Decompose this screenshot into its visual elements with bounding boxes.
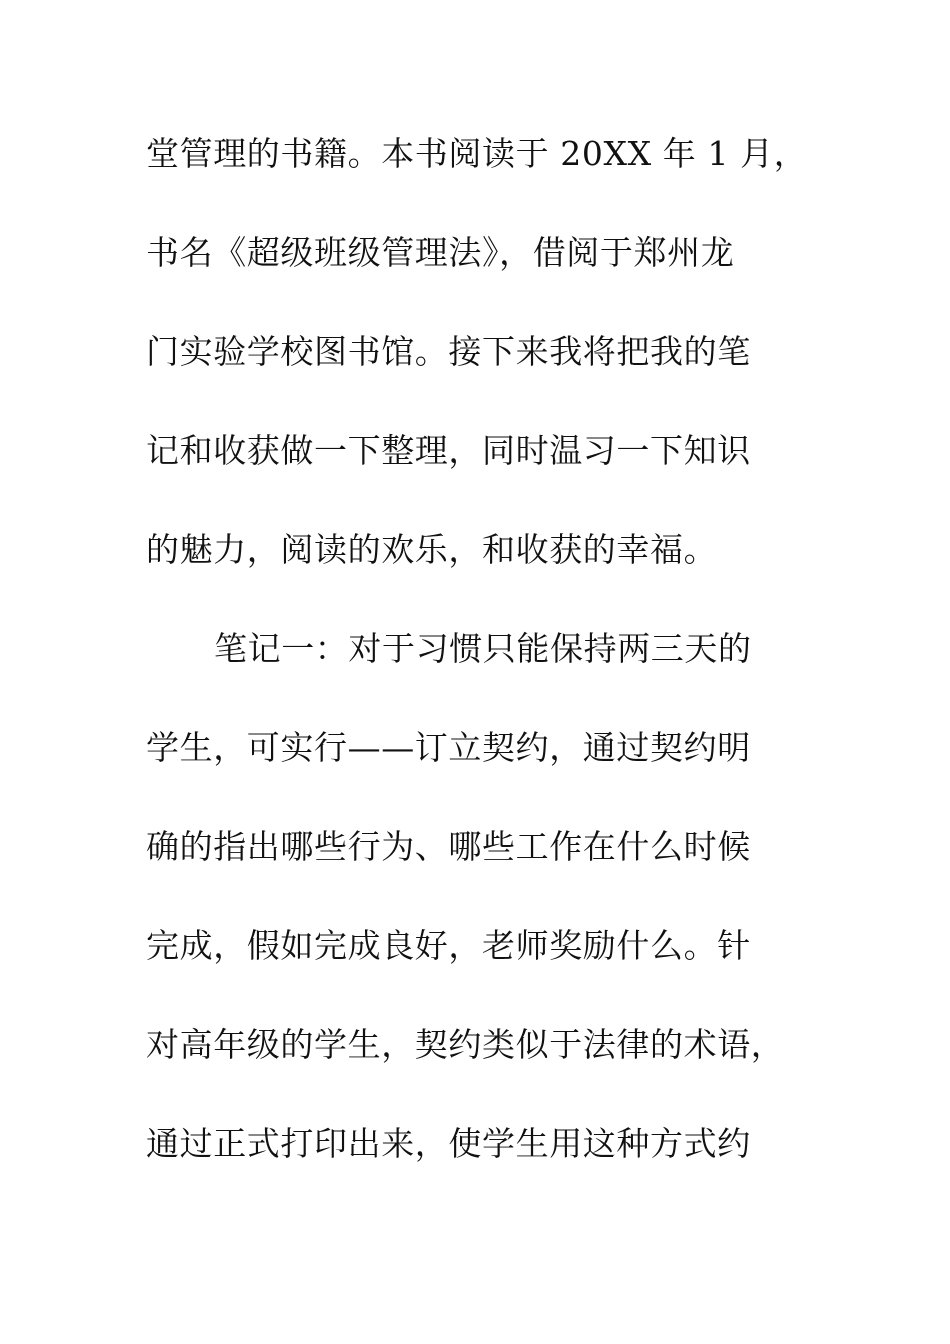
text-line: 学生，可实行——订立契约，通过契约明	[146, 728, 751, 767]
paragraph-start-line: 笔记一：对于习惯只能保持两三天的	[214, 629, 752, 668]
text-line: 确的指出哪些行为、哪些工作在什么时候	[146, 827, 751, 866]
text-line: 堂管理的书籍。本书阅读于 20XX 年 1 月，	[146, 134, 808, 173]
text-line: 书名《超级班级管理法》，借阅于郑州龙	[146, 233, 735, 272]
text-line: 通过正式打印出来，使学生用这种方式约	[146, 1124, 751, 1163]
text-line: 完成，假如完成良好，老师奖励什么。针	[146, 926, 751, 965]
text-line: 的魅力，阅读的欢乐，和收获的幸福。	[146, 530, 718, 569]
body-text	[146, 124, 826, 1213]
text-line: 对高年级的学生，契约类似于法律的术语，	[146, 1025, 785, 1064]
text-line: 记和收获做一下整理，同时温习一下知识	[146, 431, 751, 470]
text-line: 门实验学校图书馆。接下来我将把我的笔	[146, 332, 751, 371]
